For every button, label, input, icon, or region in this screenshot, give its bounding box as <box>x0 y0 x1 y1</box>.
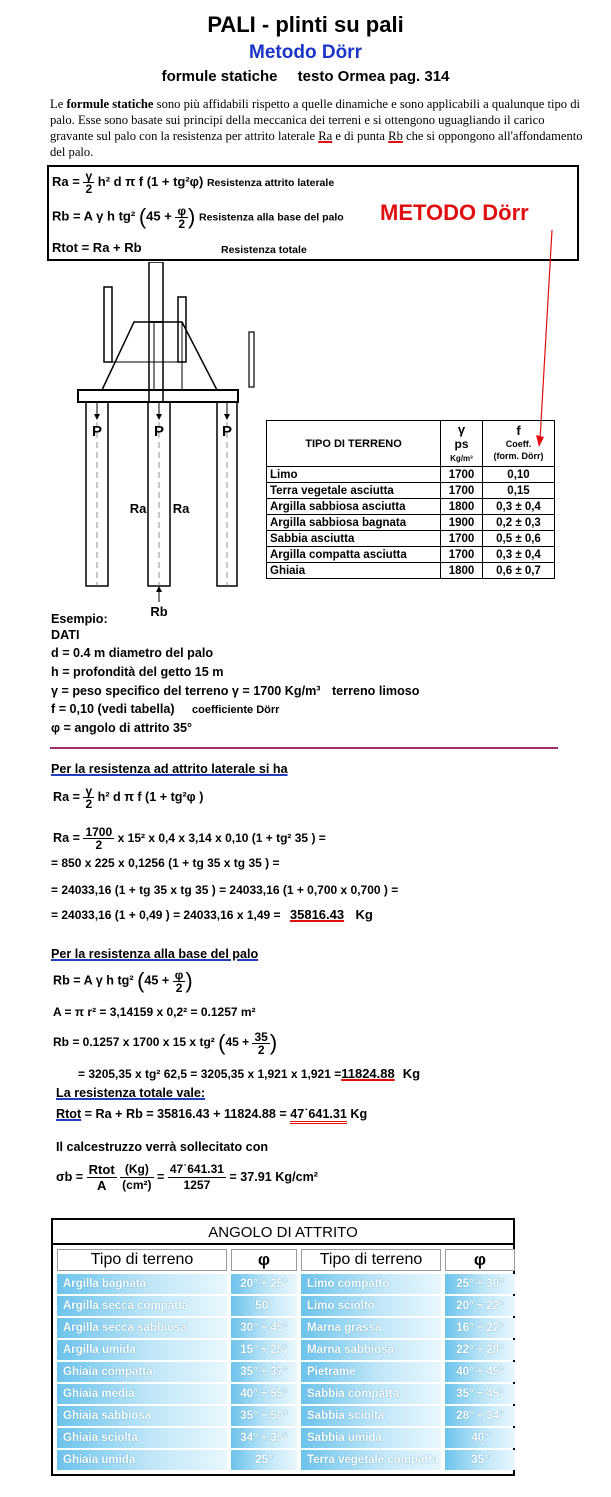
ra-line-4: = 24033,16 (1 + tg 35 x tg 35 ) = 24033,16 (1 + 0,700 x 0,700 ) = <box>51 883 399 897</box>
angle-type: Ghiaia sciolta <box>57 1428 227 1448</box>
stress-frac-u <box>120 1162 153 1193</box>
stress-formula: σb = $\frac{\text{Rtot}}{A}$ $\frac{(Kg)}{\text{(cm²)}}$ = $\frac{47˙641.31}{1257}$ = 37.91 Kg/cm² <box>56 1162 318 1193</box>
angle-phi: 20° ÷ 22° <box>445 1296 515 1316</box>
angle-type: Argilla umida <box>57 1340 227 1360</box>
angle-type: Sabbia sciolta <box>301 1406 441 1426</box>
ra2-lhs: Ra = <box>53 830 80 845</box>
angle-col-type-left: Tipo di terreno <box>57 1249 227 1271</box>
angle-phi: 16° ÷ 22° <box>445 1318 515 1338</box>
soil-type: Terra vegetale asciutta <box>267 483 441 499</box>
formula-ra <box>52 170 334 195</box>
frac-num: φ <box>177 203 187 218</box>
soil-type: Ghiaia <box>267 563 441 579</box>
rb-desc: Resistenza alla base del palo <box>198 211 344 224</box>
angle-phi: 35° ÷ 45° <box>445 1384 515 1404</box>
stress-lhs: σb = <box>56 1169 84 1184</box>
soil-row <box>267 515 555 531</box>
source-label: testo Ormea pag. 314 <box>297 68 450 85</box>
total-eq: = Ra + Rb = 35816.43 + 11824.88 = <box>81 1107 291 1121</box>
rtot-desc: Resistenza totale <box>221 244 307 256</box>
angle-phi: 25° ÷ 30° <box>445 1274 515 1294</box>
ra-unit: Kg <box>355 907 373 922</box>
soil-f: 0,3 ± 0,4 <box>483 499 555 515</box>
rb3-lhs: Rb = 0.1257 x 1700 x 15 x tg² <box>53 1035 215 1050</box>
rb3-45: 45 + <box>225 1035 250 1050</box>
rtot-formula: Rtot = Ra + Rb <box>52 240 142 255</box>
soil-row <box>267 531 555 547</box>
angle-phi: 50° <box>231 1296 297 1316</box>
frac-num: γ <box>85 784 93 798</box>
angle-type: Marna grassa <box>301 1318 441 1338</box>
formule-label: formule statiche <box>161 68 278 85</box>
rb-area: A = π r² = 3,14159 x 0,2² = 0.1257 m² <box>53 1005 256 1019</box>
example-d: d = 0.4 m diametro del palo <box>51 646 214 660</box>
angle-phi: 30° ÷ 45° <box>231 1318 297 1338</box>
angle-phi: 25° <box>231 1450 297 1470</box>
angle-type: Argilla secca compatta <box>57 1296 227 1316</box>
frac-num: φ <box>174 967 184 982</box>
ra-heading: Per la resistenza ad attrito laterale si ha <box>51 762 288 776</box>
formula-rtot-desc <box>221 241 307 256</box>
example-h: h = profondità del getto 15 m <box>51 665 224 679</box>
ra5-text: = 24033,16 (1 + 0,49 ) = 24033,16 x 1,49 = <box>51 908 281 922</box>
ra-formula <box>53 785 203 810</box>
example-f <box>51 702 279 716</box>
friction-angle-table <box>51 1218 515 1476</box>
total-line <box>56 1107 367 1121</box>
soil-type: Sabbia asciutta <box>267 531 441 547</box>
gamma-soil: terreno limoso <box>331 684 420 698</box>
rb-line-3: Rb = 0.1257 x 1700 x 15 x tg² (45 + $\frac{35}{2}$ ) <box>53 1029 278 1057</box>
angle-phi: 40° <box>445 1428 515 1448</box>
total-result: 47˙641.31 <box>290 1107 347 1124</box>
stress-line: Il calcestruzzo verrà sollecitato con <box>56 1140 269 1154</box>
formula-rb: Rb = A γ h tg² (45 + $\frac{\varphi}{2}$ ) Resistenza alla base del palo <box>52 203 344 231</box>
angle-phi: 28° ÷ 34° <box>445 1406 515 1426</box>
rb-f1: Rb = A γ h tg² <box>53 973 134 988</box>
ra-label-left: Ra <box>129 501 147 516</box>
ra-line-2 <box>53 826 326 851</box>
rb-45: 45 + <box>146 208 172 224</box>
rb-label: Rb <box>150 604 168 619</box>
angle-type: Limo compatto <box>301 1274 441 1294</box>
rb-heading: Per la resistenza alla base del palo <box>51 947 259 961</box>
rb-result: 11824.88 <box>341 1066 395 1081</box>
ra-line-3: = 850 x 225 x 0,1256 (1 + tg 35 x tg 35 ) = <box>51 856 280 870</box>
angle-type: Ghiaia umida <box>57 1450 227 1470</box>
soil-row <box>267 563 555 579</box>
ra-result: 35816.43 <box>289 907 345 922</box>
rb-frac <box>173 969 186 994</box>
p-label-3: P <box>221 423 233 440</box>
frac-den: 2 <box>257 1042 265 1057</box>
angle-phi: 35° ÷ 37° <box>231 1362 297 1382</box>
p-label-1: P <box>91 423 103 440</box>
soil-ps: 1800 <box>441 563 483 579</box>
soil-col-ps <box>441 421 483 467</box>
total-unit: Kg <box>346 1107 368 1121</box>
frac-den: 2 <box>85 797 93 811</box>
intro-bold: formule statiche <box>66 97 154 111</box>
gamma-text: γ = peso specifico del terreno γ = 1700 Kg/m³ <box>51 684 321 698</box>
frac-num: (Kg) <box>120 1162 153 1178</box>
angle-phi: 35° <box>445 1450 515 1470</box>
example-title: Esempio: <box>51 612 108 626</box>
example-dati: DATI <box>51 628 80 642</box>
rb-line-4 <box>78 1066 420 1081</box>
angle-col-phi-left: φ <box>231 1249 297 1271</box>
formula-rtot <box>52 240 142 255</box>
rb3-frac <box>252 1031 269 1056</box>
soil-f: 0,2 ± 0,3 <box>483 515 555 531</box>
pile-diagram <box>42 262 272 622</box>
angle-type: Pietrame <box>301 1362 441 1382</box>
frac-den: A <box>96 1178 107 1193</box>
ra-line-5 <box>51 907 373 922</box>
soil-row <box>267 499 555 515</box>
method-label: METODO Dörr <box>380 200 529 225</box>
ra2-frac <box>83 826 114 851</box>
rb-unit: Kg <box>402 1066 421 1081</box>
angle-caption: ANGOLO DI ATTRITO <box>53 1220 513 1245</box>
soil-row <box>267 483 555 499</box>
page-title: PALI - plinti su pali <box>207 12 404 37</box>
intro-text-2: sono più affidabili rispetto a quelle dinamiche e sono applicabili a qualunque tipo di palo. Esse sono basate sui principi della meccanica dei terreni e si ottengono uguagliando il carico gravante sul palo con la resistenza per attrito laterale <box>50 97 580 143</box>
col-coeff: Coeff. <box>505 439 532 449</box>
col-unit: Kg/m³ <box>450 453 473 463</box>
frac-den: 2 <box>95 838 103 852</box>
angle-type: Terra vegetale compatta <box>301 1450 441 1470</box>
example-gamma <box>51 684 419 698</box>
rb-formula: Rb = A γ h tg² (45 + $\frac{\varphi}{2}$ ) <box>53 967 193 995</box>
angle-type: Marna sabbiosa <box>301 1340 441 1360</box>
angle-type: Sabbia compatta <box>301 1384 441 1404</box>
col-f: f <box>516 423 521 438</box>
phi-frac <box>175 205 188 230</box>
angle-type: Ghiaia compatta <box>57 1362 227 1382</box>
intro-text-3: e di punta <box>332 129 389 143</box>
angle-phi: 20° ÷ 25° <box>231 1274 297 1294</box>
headline <box>0 68 611 85</box>
rb4-text: = 3205,35 x tg² 62,5 = 3205,35 x 1,921 x 1,921 = <box>78 1067 342 1081</box>
frac-num: 35 <box>254 1029 268 1044</box>
total-heading: La resistenza totale vale: <box>56 1086 206 1100</box>
f-coeff: coefficiente Dörr <box>192 704 280 716</box>
stress-result: = 37.91 Kg/cm² <box>229 1169 318 1184</box>
total-rtot: Rtot <box>56 1107 82 1121</box>
rb-45: 45 + <box>144 973 170 988</box>
frac-num: Rtot <box>88 1162 115 1177</box>
soil-type: Argilla sabbiosa bagnata <box>267 515 441 531</box>
ra-label-right: Ra <box>172 501 190 516</box>
soil-ps: 1700 <box>441 547 483 563</box>
col-form: (form. Dörr) <box>493 451 544 461</box>
frac-den: 2 <box>175 980 183 995</box>
soil-f: 0,15 <box>483 483 555 499</box>
ra-lhs: Ra = <box>53 789 80 804</box>
soil-table <box>266 420 555 579</box>
soil-row <box>267 547 555 563</box>
ra-frac <box>83 785 94 810</box>
soil-f: 0,3 ± 0,4 <box>483 547 555 563</box>
angle-type: Sabbia umida <box>301 1428 441 1448</box>
angle-phi: 40° ÷ 45° <box>445 1362 515 1382</box>
intro-text-4: che si oppongono all'affondamento del palo. <box>50 129 583 159</box>
frac-den: 1257 <box>183 1178 211 1192</box>
soil-ps: 1700 <box>441 483 483 499</box>
soil-f: 0,10 <box>483 467 555 483</box>
angle-phi: 40° ÷ 55° <box>231 1384 297 1404</box>
intro-text-1: Le <box>50 97 67 111</box>
ra-lhs: Ra = <box>52 173 80 189</box>
soil-col-type: TIPO DI TERRENO <box>267 421 441 467</box>
frac-den: (cm²) <box>122 1178 152 1192</box>
angle-type: Argilla bagnata <box>57 1274 227 1294</box>
rb-lhs: Rb = A γ h tg² <box>52 208 136 224</box>
ra2-rhs: x 15² x 0,4 x 3,14 x 0,10 (1 + tg² 35 ) = <box>117 830 326 845</box>
divider <box>50 747 558 749</box>
stress-frac-a <box>87 1162 117 1193</box>
soil-ps: 1900 <box>441 515 483 531</box>
intro-ra: Ra <box>318 129 333 143</box>
col-gamma: γ <box>457 421 466 437</box>
soil-row <box>267 467 555 483</box>
intro-paragraph <box>50 96 585 160</box>
soil-ps: 1700 <box>441 531 483 547</box>
soil-type: Argilla compatta asciutta <box>267 547 441 563</box>
soil-col-f <box>483 421 555 467</box>
frac-den: 2 <box>85 182 93 196</box>
red-arrow-icon <box>520 225 560 450</box>
intro-rb: Rb <box>388 129 403 143</box>
frac-num: 1700 <box>85 825 113 839</box>
soil-f: 0,5 ± 0,6 <box>483 531 555 547</box>
angle-phi: 34° ÷ 35° <box>231 1428 297 1448</box>
stress-frac-v <box>168 1162 226 1193</box>
soil-f: 0,6 ± 0,7 <box>483 563 555 579</box>
soil-ps: 1700 <box>441 467 483 483</box>
angle-phi: 35° ÷ 50° <box>231 1406 297 1426</box>
ra-rhs: h² d π f (1 + tg²φ) <box>97 173 204 189</box>
frac-num: 47˙641.31 <box>169 1162 224 1176</box>
gamma-frac <box>83 170 94 195</box>
p-label-2: P <box>153 423 165 440</box>
soil-ps: 1800 <box>441 499 483 515</box>
ra-rhs: h² d π f (1 + tg²φ ) <box>97 789 204 804</box>
angle-phi: 15° ÷ 25° <box>231 1340 297 1360</box>
ra-desc: Resistenza attrito laterale <box>206 176 335 189</box>
angle-type: Limo sciolto <box>301 1296 441 1316</box>
angle-phi: 22° ÷ 29° <box>445 1340 515 1360</box>
frac-den: 2 <box>178 216 186 231</box>
f-text: f = 0,10 (vedi tabella) <box>51 702 175 716</box>
soil-type: Argilla sabbiosa asciutta <box>267 499 441 515</box>
example-phi: φ = angolo di attrito 35° <box>51 721 193 735</box>
col-ps: ps <box>454 436 469 451</box>
soil-type: Limo <box>267 467 441 483</box>
angle-col-phi-right: φ <box>445 1249 515 1271</box>
angle-grid <box>53 1245 513 1474</box>
angle-type: Argilla secca sabbiosa <box>57 1318 227 1338</box>
angle-type: Ghiaia sabbiosa <box>57 1406 227 1426</box>
angle-type: Ghiaia media <box>57 1384 227 1404</box>
page-subtitle: Metodo Dörr <box>249 42 362 63</box>
frac-num: γ <box>85 169 93 183</box>
angle-col-type-right: Tipo di terreno <box>301 1249 441 1271</box>
